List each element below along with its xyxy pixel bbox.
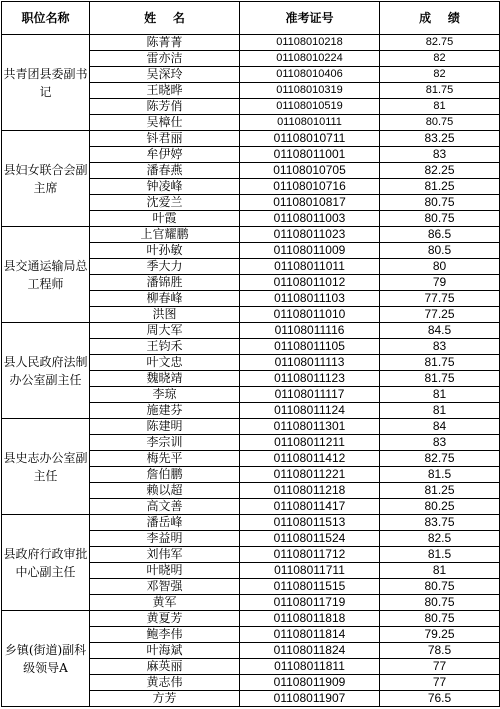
exam-id-cell: 01108011124: [240, 403, 380, 419]
score-cell: 81.75: [380, 371, 500, 387]
position-cell: 共青团县委副书记: [2, 35, 90, 131]
exam-id-cell: 01108011010: [240, 307, 380, 323]
name-cell: 叶晓明: [90, 563, 240, 579]
results-table: [1, 1, 500, 707]
name-cell: 黄夏芳: [90, 611, 240, 627]
table-row: [2, 419, 500, 435]
name-cell: 刘伟军: [90, 547, 240, 563]
score-cell: 80.75: [380, 595, 500, 611]
name-cell: 叶海斌: [90, 643, 240, 659]
name-cell: 赖以超: [90, 483, 240, 499]
name-cell: 魏晓靖: [90, 371, 240, 387]
score-cell: 82.25: [380, 163, 500, 179]
name-cell: 吴樟仕: [90, 115, 240, 131]
table-row: [2, 611, 500, 627]
name-cell: 李益明: [90, 531, 240, 547]
exam-id-cell: 01108011417: [240, 499, 380, 515]
exam-id-cell: 01108010519: [240, 99, 380, 115]
score-cell: 76.5: [380, 691, 500, 707]
exam-id-cell: 01108010224: [240, 51, 380, 67]
position-cell: 县史志办公室副主任: [2, 419, 90, 515]
name-cell: 柳春峰: [90, 291, 240, 307]
score-cell: 82.75: [380, 35, 500, 51]
score-cell: 79.25: [380, 627, 500, 643]
exam-id-cell: 01108010711: [240, 131, 380, 147]
score-cell: 82.5: [380, 531, 500, 547]
name-cell: 叶霞: [90, 211, 240, 227]
score-cell: 80.75: [380, 195, 500, 211]
exam-id-cell: 01108011218: [240, 483, 380, 499]
score-cell: 83: [380, 435, 500, 451]
name-cell: 叶文忠: [90, 355, 240, 371]
score-cell: 81: [380, 563, 500, 579]
name-cell: 李宗训: [90, 435, 240, 451]
exam-id-cell: 01108011818: [240, 611, 380, 627]
score-cell: 80.25: [380, 499, 500, 515]
name-cell: 李琼: [90, 387, 240, 403]
score-cell: 81.5: [380, 547, 500, 563]
name-cell: 钭君丽: [90, 131, 240, 147]
name-cell: 牟伊婷: [90, 147, 240, 163]
exam-id-cell: 01108011814: [240, 627, 380, 643]
score-cell: 78.5: [380, 643, 500, 659]
position-cell: 县妇女联合会副主席: [2, 131, 90, 227]
score-cell: 81: [380, 387, 500, 403]
name-cell: 王钧禾: [90, 339, 240, 355]
score-cell: 83: [380, 339, 500, 355]
score-cell: 83: [380, 147, 500, 163]
exam-id-cell: 01108011105: [240, 339, 380, 355]
exam-id-cell: 01108011001: [240, 147, 380, 163]
exam-id-cell: 01108011103: [240, 291, 380, 307]
name-cell: 王晓晔: [90, 83, 240, 99]
score-cell: 84: [380, 419, 500, 435]
name-cell: 黄军: [90, 595, 240, 611]
score-cell: 80.5: [380, 243, 500, 259]
name-cell: 鲍李伟: [90, 627, 240, 643]
name-cell: 吴深玲: [90, 67, 240, 83]
exam-id-cell: 01108011023: [240, 227, 380, 243]
header-position: 职位名称: [2, 2, 90, 35]
score-cell: 81: [380, 403, 500, 419]
exam-id-cell: 01108011515: [240, 579, 380, 595]
exam-id-cell: 01108011117: [240, 387, 380, 403]
exam-id-cell: 01108011301: [240, 419, 380, 435]
name-cell: 陈菁菁: [90, 35, 240, 51]
score-cell: 83.75: [380, 515, 500, 531]
score-cell: 81.75: [380, 83, 500, 99]
position-cell: 县交通运输局总工程师: [2, 227, 90, 323]
exam-id-cell: 01108011123: [240, 371, 380, 387]
score-cell: 84.5: [380, 323, 500, 339]
score-sheet: [1, 1, 499, 707]
exam-id-cell: 01108011003: [240, 211, 380, 227]
exam-id-cell: 01108011907: [240, 691, 380, 707]
name-cell: 沈爱兰: [90, 195, 240, 211]
score-cell: 80.75: [380, 611, 500, 627]
exam-id-cell: 01108011824: [240, 643, 380, 659]
exam-id-cell: 01108011719: [240, 595, 380, 611]
score-cell: 77.75: [380, 291, 500, 307]
name-cell: 高文善: [90, 499, 240, 515]
exam-id-cell: 01108011811: [240, 659, 380, 675]
name-cell: 梅先平: [90, 451, 240, 467]
exam-id-cell: 01108011524: [240, 531, 380, 547]
table-row: [2, 323, 500, 339]
score-cell: 81.25: [380, 483, 500, 499]
exam-id-cell: 01108010111: [240, 115, 380, 131]
exam-id-cell: 01108011012: [240, 275, 380, 291]
name-cell: 邓智强: [90, 579, 240, 595]
table-body: [2, 35, 500, 707]
exam-id-cell: 01108011513: [240, 515, 380, 531]
score-cell: 77: [380, 659, 500, 675]
exam-id-cell: 01108011211: [240, 435, 380, 451]
score-cell: 80.75: [380, 115, 500, 131]
score-cell: 82: [380, 51, 500, 67]
name-cell: 周大军: [90, 323, 240, 339]
exam-id-cell: 01108011009: [240, 243, 380, 259]
name-cell: 叶孙敏: [90, 243, 240, 259]
exam-id-cell: 01108011011: [240, 259, 380, 275]
exam-id-cell: 01108011412: [240, 451, 380, 467]
name-cell: 施建芬: [90, 403, 240, 419]
name-cell: 季大力: [90, 259, 240, 275]
name-cell: 方芳: [90, 691, 240, 707]
exam-id-cell: 01108010705: [240, 163, 380, 179]
header-exam-id: 准考证号: [240, 2, 380, 35]
name-cell: 黄志伟: [90, 675, 240, 691]
name-cell: 詹伯鹏: [90, 467, 240, 483]
exam-id-cell: 01108010406: [240, 67, 380, 83]
score-cell: 77: [380, 675, 500, 691]
score-cell: 83.25: [380, 131, 500, 147]
header-row: [2, 2, 500, 35]
exam-id-cell: 01108011909: [240, 675, 380, 691]
name-cell: 潘岳峰: [90, 515, 240, 531]
position-cell: 乡镇(街道)副科级领导A: [2, 611, 90, 707]
exam-id-cell: 01108011711: [240, 563, 380, 579]
score-cell: 86.5: [380, 227, 500, 243]
table-row: [2, 515, 500, 531]
position-cell: 县政府行政审批中心副主任: [2, 515, 90, 611]
score-cell: 82: [380, 67, 500, 83]
name-cell: 陈芳俏: [90, 99, 240, 115]
score-cell: 81.25: [380, 179, 500, 195]
exam-id-cell: 01108010218: [240, 35, 380, 51]
name-cell: 雷亦洁: [90, 51, 240, 67]
header-score: 成 绩: [380, 2, 500, 35]
name-cell: 麻英丽: [90, 659, 240, 675]
score-cell: 77.25: [380, 307, 500, 323]
exam-id-cell: 01108011712: [240, 547, 380, 563]
exam-id-cell: 01108010716: [240, 179, 380, 195]
table-row: [2, 35, 500, 51]
exam-id-cell: 01108011221: [240, 467, 380, 483]
exam-id-cell: 01108010319: [240, 83, 380, 99]
score-cell: 80: [380, 259, 500, 275]
exam-id-cell: 01108011113: [240, 355, 380, 371]
table-row: [2, 227, 500, 243]
score-cell: 80.75: [380, 211, 500, 227]
name-cell: 潘春燕: [90, 163, 240, 179]
name-cell: 潘锦胜: [90, 275, 240, 291]
name-cell: 陈建明: [90, 419, 240, 435]
score-cell: 81.5: [380, 467, 500, 483]
name-cell: 上官耀鹏: [90, 227, 240, 243]
score-cell: 82.75: [380, 451, 500, 467]
exam-id-cell: 01108010817: [240, 195, 380, 211]
header-name: 姓 名: [90, 2, 240, 35]
score-cell: 79: [380, 275, 500, 291]
table-row: [2, 131, 500, 147]
score-cell: 81.75: [380, 355, 500, 371]
position-cell: 县人民政府法制办公室副主任: [2, 323, 90, 419]
name-cell: 钟凌峰: [90, 179, 240, 195]
exam-id-cell: 01108011116: [240, 323, 380, 339]
score-cell: 80.75: [380, 579, 500, 595]
name-cell: 洪图: [90, 307, 240, 323]
score-cell: 81: [380, 99, 500, 115]
